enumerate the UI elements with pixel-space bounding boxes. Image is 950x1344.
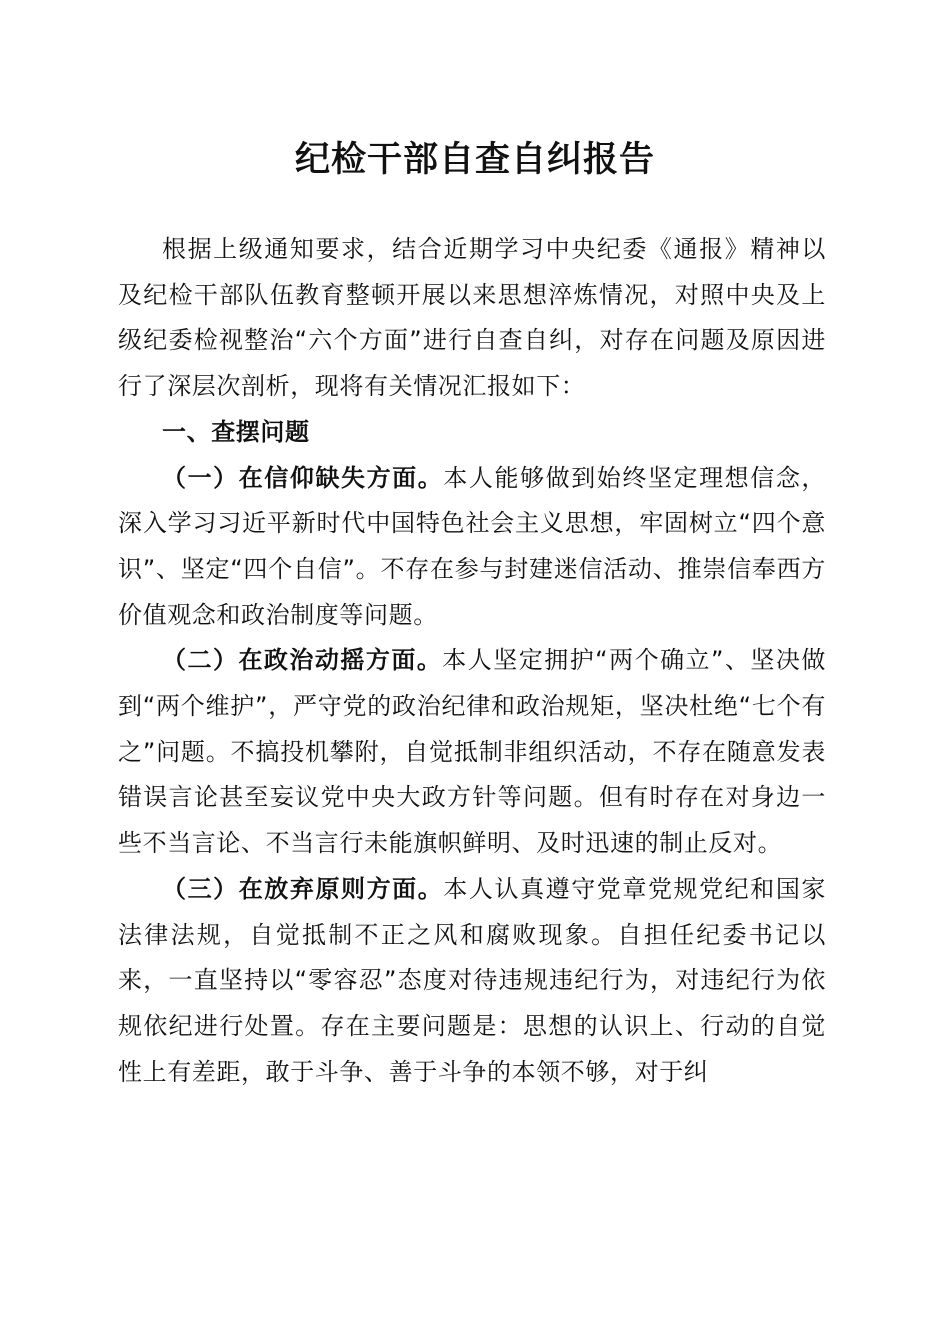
document-title: 纪检干部自查自纠报告 [294, 139, 655, 180]
item-lead-3: （三）在放弃原则方面。 [162, 874, 444, 903]
item-lead-2: （二）在政治动摇方面。 [162, 646, 443, 675]
item-text-2: 本人坚定拥护“两个确立”、坚决做到“两个维护”，严守党的政治纪律和政治规矩，坚决杜绝“七个有之”问题。不搞投机攀附，自觉抵制非组织活动，不存在随意发表错误言论甚至妄议党中央大政方针等问题。但有时存在对身边一些不当言论、不当言行未能旗帜鲜明、及时迅速的制止反对。 [118, 646, 826, 858]
document-body [118, 227, 826, 1095]
item-lead-1: （一）在信仰缺失方面。 [162, 463, 444, 492]
item-paragraph-3 [118, 867, 826, 1096]
item-paragraph-1 [118, 456, 826, 639]
section-heading-1: 一、查摆问题 [162, 417, 310, 446]
item-paragraph-2 [118, 638, 826, 867]
intro-paragraph: 根据上级通知要求，结合近期学习中央纪委《通报》精神以及纪检干部队伍教育整顿开展以来思想淬炼情况，对照中央及上级纪委检视整治“六个方面”进行自查自纠，对存在问题及原因进行了深层次剖析，现将有关情况汇报如下： [118, 235, 826, 401]
item-text-3: 本人认真遵守党章党规党纪和国家法律法规，自觉抵制不正之风和腐败现象。自担任纪委书记以来，一直坚持以“零容忍”态度对待违规违纪行为，对违纪行为依规依纪进行处置。存在主要问题是：思想的认识上、行动的自觉性上有差距，敢于斗争、善于斗争的本领不够，对于纠 [118, 874, 827, 1086]
item-text-1: 本人能够做到始终坚定理想信念，深入学习习近平新时代中国特色社会主义思想，牢固树立“四个意识”、坚定“四个自信”。不存在参与封建迷信活动、推崇信奉西方价值观念和政治制度等问题。 [118, 463, 827, 629]
